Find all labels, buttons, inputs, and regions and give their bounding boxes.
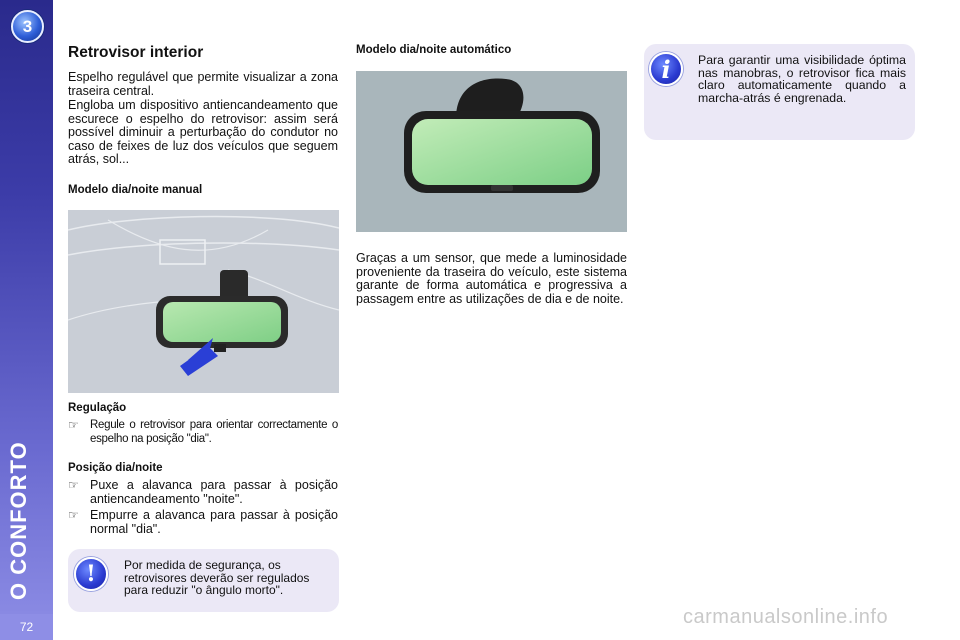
chapter-sidebar: 3 O CONFORTO 72 bbox=[0, 0, 53, 640]
hand-pointer-icon: ☞ bbox=[68, 478, 79, 492]
info-icon: i bbox=[649, 52, 683, 86]
watermark: carmanualsonline.info bbox=[683, 606, 889, 628]
auto-mirror-figure bbox=[356, 71, 627, 232]
auto-model-heading: Modelo dia/noite automático bbox=[356, 44, 512, 56]
regulacao-bullet: ☞ Regule o retrovisor para orientar correctamente o espelho na posição "dia". bbox=[68, 418, 338, 445]
intro-paragraph-2: Engloba um dispositivo antiencandeamento que escurece o espelho do retrovisor: assim será possível diminuir a perturbação do condutor no caso de feixes de luz dos veículos que seguem atrás, sol... bbox=[68, 98, 338, 166]
manual-model-heading: Modelo dia/noite manual bbox=[68, 184, 203, 196]
chapter-number-badge: 3 bbox=[11, 10, 44, 43]
posicao-bullet-1: ☞ Puxe a alavanca para passar à posição antiencandeamento "noite". bbox=[68, 478, 338, 506]
posicao-bullet-2: ☞ Empurre a alavanca para passar à posição normal "dia". bbox=[68, 508, 338, 536]
warning-note bbox=[68, 549, 339, 612]
warning-note-text: Por medida de segurança, os retrovisores deverão ser regulados para reduzir "o ângulo morto". bbox=[124, 558, 310, 597]
intro-paragraph-1: Espelho regulável que permite visualizar a zona traseira central. bbox=[68, 70, 338, 98]
hand-pointer-icon: ☞ bbox=[68, 508, 79, 522]
page-number: 72 bbox=[19, 620, 34, 634]
regulacao-heading: Regulação bbox=[68, 402, 127, 414]
section-title: Retrovisor interior bbox=[68, 44, 204, 61]
manual-mirror-illustration bbox=[68, 210, 339, 393]
auto-mirror-illustration bbox=[356, 71, 627, 232]
exclamation-icon: ! bbox=[74, 557, 108, 591]
hand-pointer-icon: ☞ bbox=[68, 418, 79, 432]
info-note-text: Para garantir uma visibilidade óptima nas manobras, o retrovisor fica mais claro automaticamente quando a marcha-atrás é engrenada. bbox=[652, 54, 906, 104]
info-icon-spacer bbox=[652, 54, 698, 92]
auto-model-text: Graças a um sensor, que mede a luminosidade proveniente da traseira do veículo, este sistema garante de forma automática e progressiva a passagem entre as utilizações de dia e de noite. bbox=[356, 251, 627, 306]
manual-mirror-figure bbox=[68, 210, 339, 393]
page-number-box bbox=[0, 614, 53, 640]
posicao-heading: Posição dia/noite bbox=[68, 462, 163, 474]
info-note bbox=[644, 44, 915, 140]
